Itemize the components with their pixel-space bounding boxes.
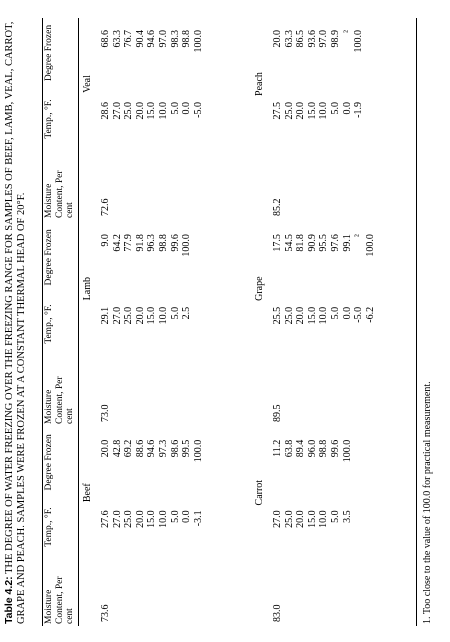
- frozen-column: [100, 30, 204, 84]
- temp-cell: 20.0: [134, 102, 146, 120]
- temp-cell: 25.0: [123, 510, 135, 528]
- group-label-beef: Beef: [82, 483, 93, 503]
- moisture-cell: 89.5: [272, 404, 283, 422]
- temp-cell: 0.0: [181, 510, 193, 523]
- temp-cell: 5.0: [329, 306, 341, 320]
- frozen-cell: 90.9: [306, 234, 318, 252]
- temp-cell: 5.0: [329, 510, 341, 523]
- frozen-cell: 89.4: [295, 439, 307, 458]
- group-label-veal: Veal: [82, 75, 93, 93]
- frozen-cell: 96.3: [146, 234, 158, 252]
- temp-cell: 10.0: [318, 102, 330, 120]
- temp-cell: 20.0: [295, 306, 307, 325]
- group-label-carrot: Carrot: [254, 479, 265, 506]
- group-label-peach: Peach: [254, 72, 265, 96]
- temp-cell: 27.0: [272, 510, 283, 528]
- frozen-cell: ²: [341, 30, 353, 33]
- frozen-cell: 91.8: [134, 234, 146, 252]
- table-caption: [4, 18, 27, 624]
- temp-cell: 10.0: [318, 306, 330, 325]
- temp-cell: 3.5: [341, 510, 353, 523]
- frozen-cell: 97.0: [157, 30, 169, 48]
- frozen-cell: 99.5: [181, 439, 193, 458]
- temp-cell: -5.0: [353, 306, 365, 323]
- frozen-cell: 81.8: [295, 234, 307, 252]
- header-moisture: Moisture Content, Per cent: [44, 376, 75, 424]
- moisture-value: [272, 405, 284, 423]
- temp-column: [272, 307, 376, 355]
- group-label-lamb: Lamb: [82, 277, 93, 301]
- temp-cell: 10.0: [157, 102, 169, 120]
- frozen-cell: 93.6: [306, 30, 318, 48]
- table-caption-text: THE DEGREE OF WATER FREEZING OVER THE FREEZING RANGE FOR SAMPLES OF BEEF, LAMB, VEAL, CARROT, GRAPE AND PEACH. SAMPLES WERE FROZEN AT A CONSTANT THERMAL HEAD OF 20°F.: [4, 21, 27, 624]
- temp-cell: 20.0: [295, 510, 307, 528]
- moisture-cell: 85.2: [272, 198, 283, 216]
- temp-cell: 15.0: [306, 306, 318, 325]
- temp-cell: 15.0: [306, 510, 318, 528]
- temp-column: [100, 510, 204, 557]
- temp-cell: 25.0: [283, 510, 295, 528]
- temp-cell: 20.0: [295, 102, 307, 120]
- temp-cell: -6.2: [364, 306, 376, 323]
- frozen-cell: 97.0: [318, 30, 330, 48]
- frozen-cell: 100.0: [192, 439, 204, 463]
- temp-cell: 25.0: [283, 102, 295, 120]
- frozen-cell: 95.5: [318, 234, 330, 252]
- table-title: Table 4.2:: [3, 576, 15, 624]
- temp-cell: 10.0: [318, 510, 330, 528]
- temp-cell: 20.0: [134, 306, 146, 325]
- temp-cell: 27.5: [272, 102, 283, 120]
- header-temp: Temp., °F.: [44, 507, 54, 547]
- frozen-cell: 63.3: [111, 30, 123, 48]
- temp-cell: -1.9: [353, 102, 365, 118]
- frozen-cell: 98.6: [169, 439, 181, 458]
- frozen-cell: 42.8: [111, 439, 123, 458]
- frozen-cell: 98.8: [181, 30, 193, 48]
- temp-column: [272, 510, 353, 557]
- frozen-cell: 99.1: [341, 234, 353, 252]
- frozen-column: [272, 440, 353, 493]
- temp-cell: 25.5: [272, 306, 283, 325]
- top-rule: [42, 18, 43, 626]
- temp-cell: 25.0: [123, 102, 135, 120]
- moisture-cell: 73.6: [100, 604, 111, 622]
- temp-cell: 0.0: [181, 102, 193, 115]
- frozen-cell: 96.0: [306, 439, 318, 458]
- frozen-cell: 20.0: [100, 439, 111, 458]
- temp-cell: 10.0: [157, 510, 169, 528]
- frozen-cell: 64.2: [111, 234, 123, 252]
- temp-cell: 27.0: [111, 510, 123, 528]
- temp-cell: 15.0: [146, 510, 158, 528]
- moisture-cell: 72.6: [100, 198, 111, 216]
- frozen-cell: 98.8: [157, 234, 169, 252]
- temp-cell: 10.0: [157, 306, 169, 325]
- moisture-value: [100, 405, 112, 423]
- frozen-cell: 94.6: [146, 439, 158, 458]
- temp-cell: 0.0: [341, 306, 353, 320]
- moisture-cell: 83.0: [272, 604, 283, 622]
- frozen-cell: 100.0: [353, 30, 365, 53]
- moisture-value: [272, 199, 284, 217]
- frozen-cell: 11.2: [272, 439, 283, 457]
- temp-cell: 27.6: [100, 510, 111, 528]
- temp-cell: 15.0: [306, 102, 318, 120]
- header-frozen: Degree Frozen: [44, 229, 54, 286]
- temp-cell: -3.1: [192, 510, 204, 527]
- header-temp: Temp., °F.: [44, 99, 54, 139]
- temp-cell: 15.0: [146, 306, 158, 325]
- temp-cell: 5.0: [329, 102, 341, 115]
- frozen-cell: 54.5: [283, 234, 295, 252]
- temp-column: [100, 307, 193, 355]
- frozen-cell: 77.9: [123, 234, 135, 252]
- frozen-cell: 98.9: [329, 30, 341, 48]
- frozen-column: [272, 234, 376, 289]
- frozen-cell: 97.6: [329, 234, 341, 252]
- header-frozen: Degree Frozen: [44, 434, 54, 491]
- frozen-cell: 86.5: [295, 30, 307, 48]
- frozen-cell: 97.3: [157, 439, 169, 458]
- temp-cell: 5.0: [169, 510, 181, 523]
- frozen-cell: ²: [353, 234, 365, 238]
- frozen-cell: 17.5: [272, 234, 283, 252]
- temp-cell: 20.0: [134, 510, 146, 528]
- frozen-cell: 90.4: [134, 30, 146, 48]
- bottom-rule: [416, 18, 417, 626]
- frozen-cell: 100.0: [181, 234, 193, 257]
- temp-cell: 27.0: [111, 102, 123, 120]
- temp-cell: 25.0: [123, 306, 135, 325]
- frozen-cell: 100.0: [192, 30, 204, 53]
- frozen-cell: 100.0: [341, 439, 353, 463]
- header-frozen: Degree Frozen: [44, 24, 54, 82]
- frozen-cell: 88.6: [134, 439, 146, 458]
- frozen-cell: 99.6: [329, 439, 341, 458]
- frozen-cell: 99.6: [169, 234, 181, 252]
- frozen-cell: 100.0: [364, 234, 376, 257]
- moisture-value: [100, 199, 112, 217]
- temp-cell: 27.0: [111, 306, 123, 325]
- temp-cell: 28.6: [100, 102, 111, 120]
- header-moisture: Moisture Content, Per cent: [44, 170, 75, 218]
- header-rule: [78, 18, 79, 626]
- temp-cell: 2.5: [181, 306, 193, 320]
- group-label-grape: Grape: [254, 276, 265, 301]
- moisture-value: [272, 605, 284, 623]
- temp-cell: 15.0: [146, 102, 158, 120]
- frozen-column: [100, 440, 204, 493]
- frozen-cell: 69.2: [123, 439, 135, 458]
- footnote: 1. Too close to the value of 100.0 for practical measurement.: [422, 381, 433, 624]
- frozen-cell: 68.6: [100, 30, 111, 48]
- frozen-column: [272, 30, 365, 84]
- frozen-cell: 63.8: [283, 439, 295, 458]
- frozen-cell: 98.8: [318, 439, 330, 458]
- temp-cell: 5.0: [169, 102, 181, 115]
- frozen-cell: 20.0: [272, 30, 283, 48]
- frozen-cell: 76.7: [123, 30, 135, 48]
- frozen-cell: 9.0: [100, 234, 111, 247]
- temp-column: [272, 102, 365, 150]
- temp-cell: 0.0: [341, 102, 353, 115]
- frozen-column: [100, 234, 193, 289]
- temp-cell: -5.0: [192, 102, 204, 118]
- temp-cell: 5.0: [169, 306, 181, 320]
- frozen-cell: 94.6: [146, 30, 158, 48]
- header-temp: Temp., °F.: [44, 304, 54, 344]
- moisture-cell: 73.0: [100, 404, 111, 422]
- temp-column: [100, 102, 204, 150]
- header-moisture: Moisture Content, Per cent: [44, 576, 75, 624]
- temp-cell: 25.0: [283, 306, 295, 325]
- temp-cell: 29.1: [100, 306, 111, 325]
- frozen-cell: 98.3: [169, 30, 181, 48]
- moisture-value: [100, 605, 112, 623]
- frozen-cell: 63.3: [283, 30, 295, 48]
